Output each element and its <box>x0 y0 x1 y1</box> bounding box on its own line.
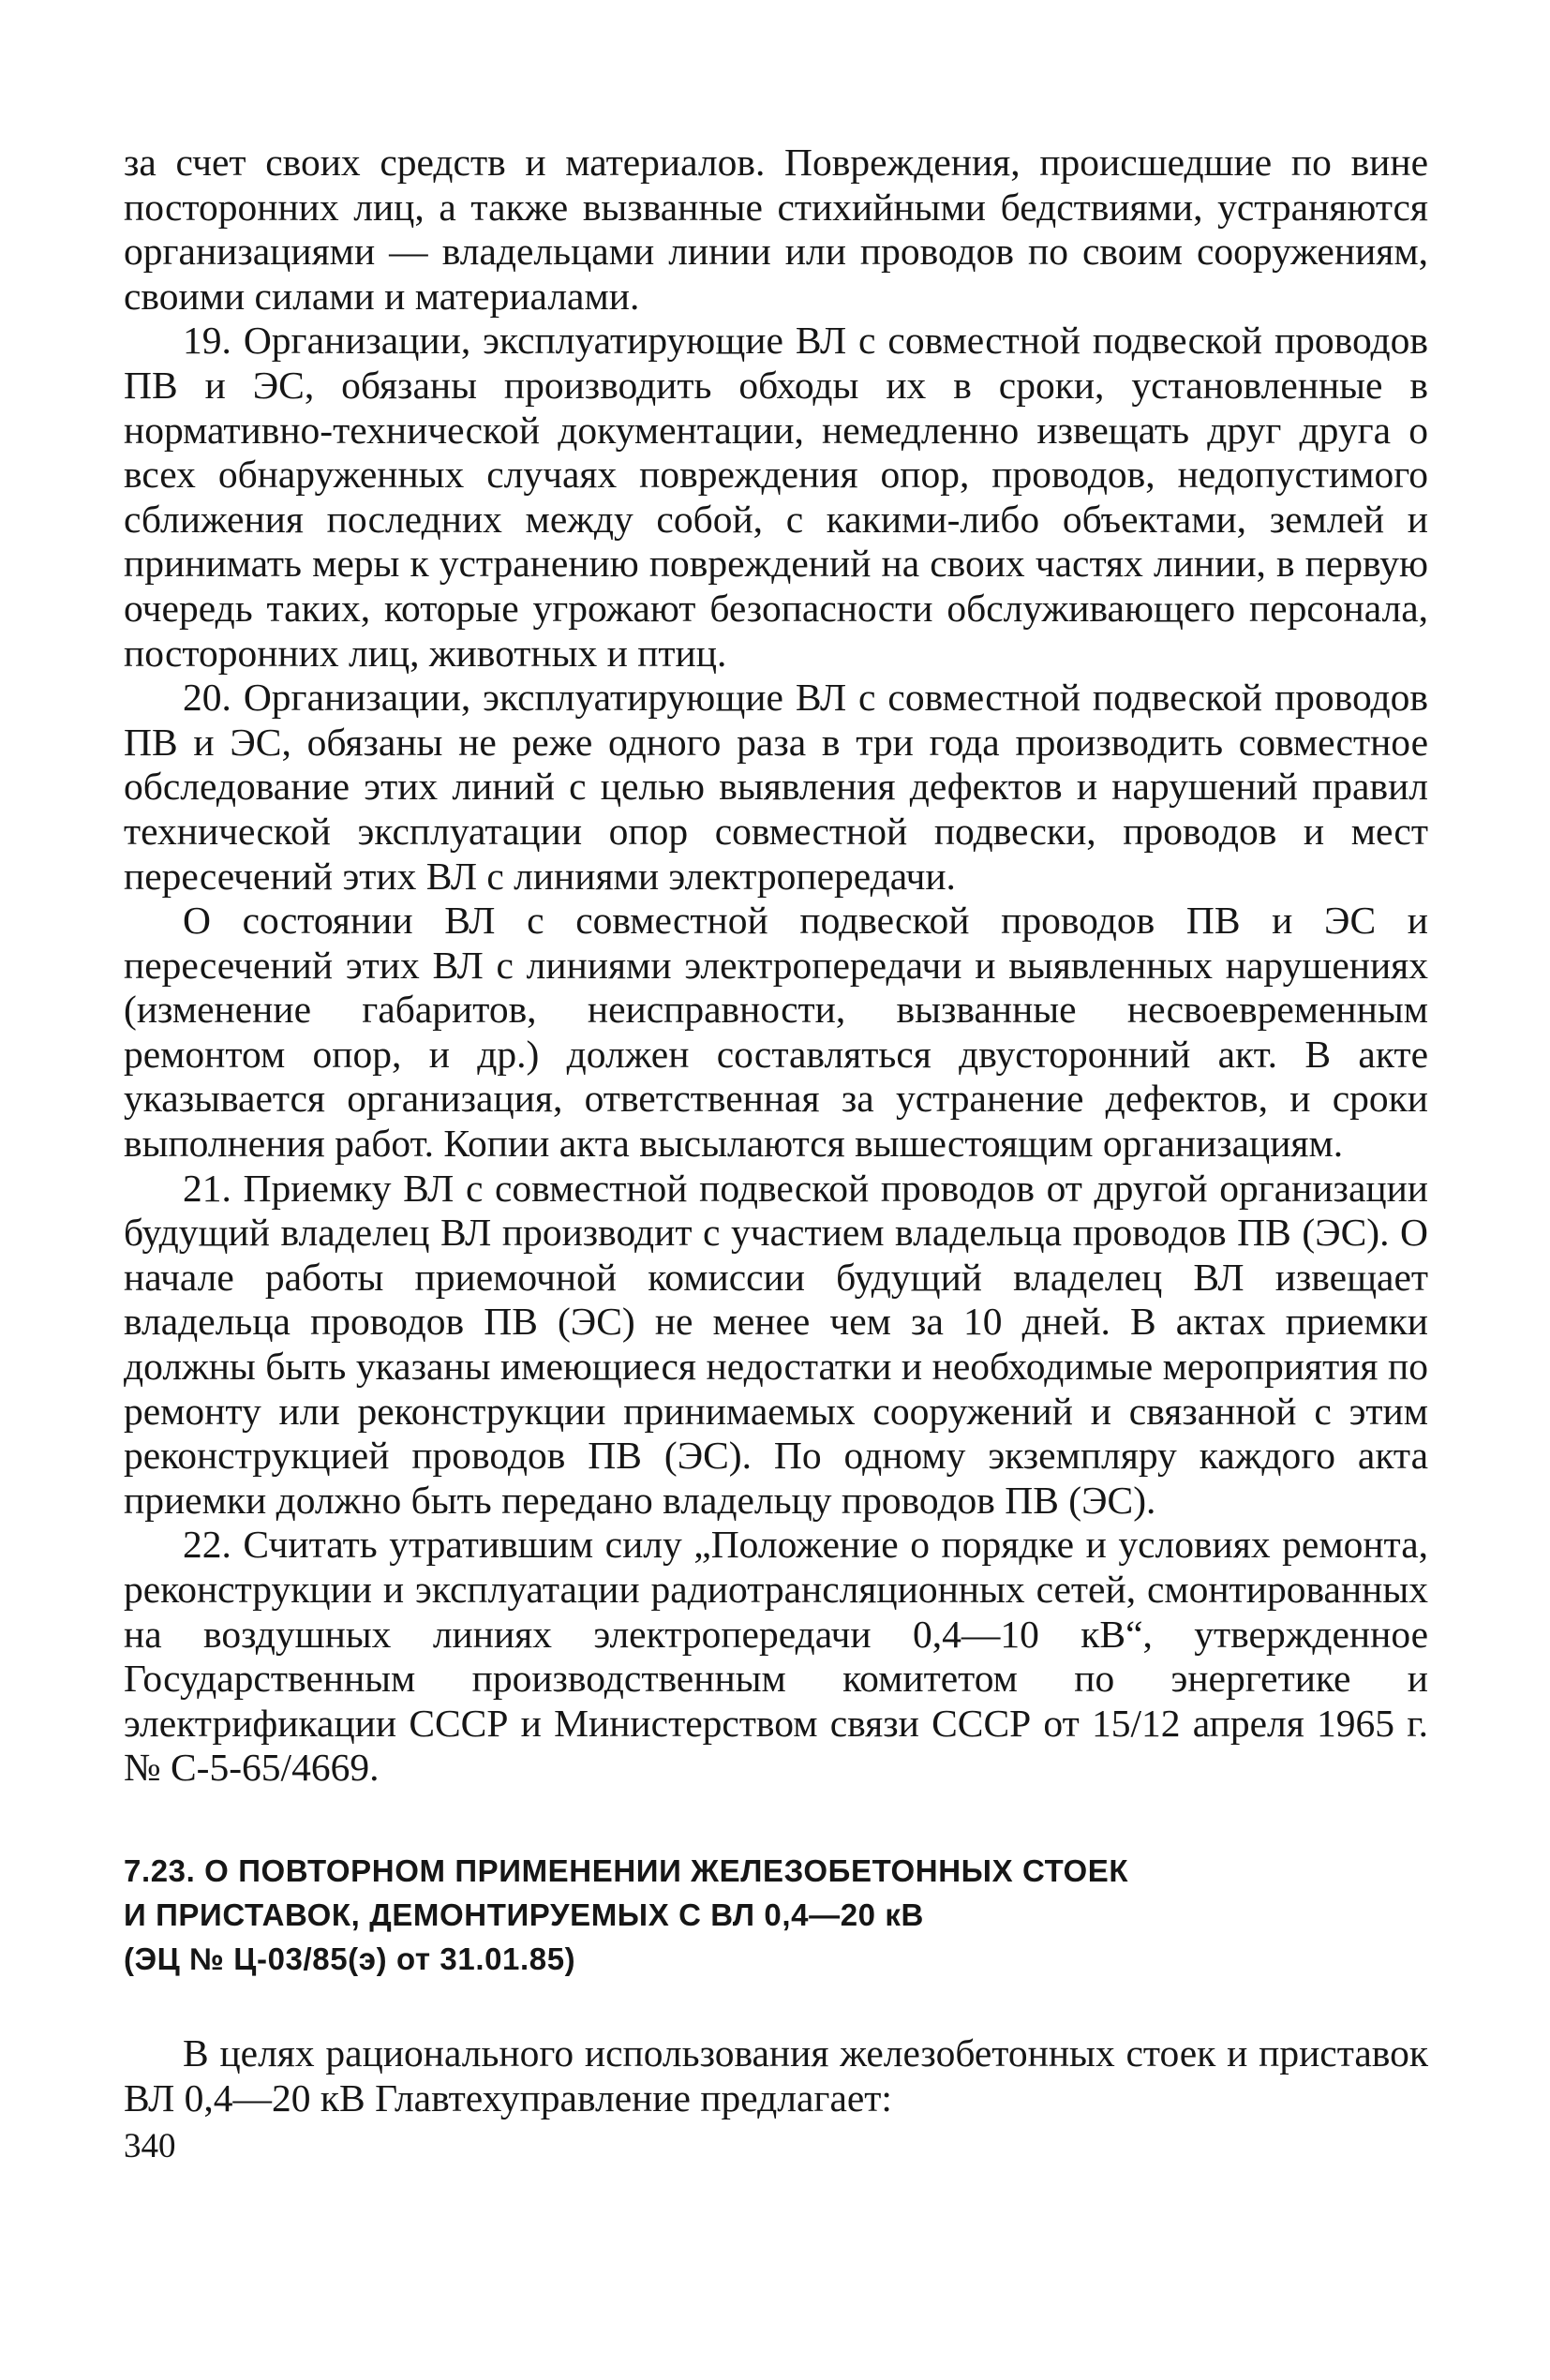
paragraph-22: 22. Считать утратившим силу „Положение о порядке и условиях ремонта, реконструкции и эксплуатации радиотрансляционных сетей, смонтированных на воздушных линиях электропередачи 0,4—10 кВ“, утвержденное Государственным производственным комитетом по энергетике и электрификации СССР и Министерством связи СССР от 15/12 апреля 1965 г. № С-5-65/4669. <box>124 1523 1428 1790</box>
section-heading-line-1: 7.23. О ПОВТОРНОМ ПРИМЕНЕНИИ ЖЕЛЕЗОБЕТОННЫХ СТОЕК <box>124 1852 1129 1888</box>
section-heading-line-3: (ЭЦ № Ц-03/85(э) от 31.01.85) <box>124 1941 576 1976</box>
paragraph-20: 20. Организации, эксплуатирующие ВЛ с совместной подвеской проводов ПВ и ЭС, обязаны не реже одного раза в три года производить совместное обследование этих линий с целью выявления дефектов и нарушений правил технической эксплуатации опор совместной подвески, проводов и мест пересечений этих ВЛ с линиями электропередачи. <box>124 676 1428 898</box>
paragraph-21: 21. Приемку ВЛ с совместной подвеской проводов от другой организации будущий владелец ВЛ производит с участием владельца проводов ПВ (ЭС). О начале работы приемочной комиссии будущий владелец ВЛ извещает владельца проводов ПВ (ЭС) не менее чем за 10 дней. В актах приемки должны быть указаны имеющиеся недостатки и необходимые мероприятия по ремонту или реконструкции принимаемых сооружений и связанной с этим реконструкцией проводов ПВ (ЭС). По одному экземпляру каждого акта приемки должно быть передано владельцу проводов ПВ (ЭС). <box>124 1166 1428 1522</box>
section-heading-line-2: И ПРИСТАВОК, ДЕМОНТИРУЕМЫХ С ВЛ 0,4—20 кВ <box>124 1897 924 1932</box>
page-number: 340 <box>124 2127 176 2166</box>
document-page <box>124 141 1428 2167</box>
paragraph-intro: В целях рационального использования железобетонных стоек и приставок ВЛ 0,4—20 кВ Главтехуправление предлагает: <box>124 2030 1428 2120</box>
paragraph-continuation: за счет своих средств и материалов. Повреждения, происшедшие по вине посторонних лиц, а также вызванные стихийными бедствиями, устраняются организациями — владельцами линии или проводов по своим сооружениям, своими силами и материалами. <box>124 141 1428 318</box>
paragraph-19: 19. Организации, эксплуатирующие ВЛ с совместной подвеской проводов ПВ и ЭС, обязаны производить обходы их в сроки, установленные в нормативно-технической документации, немедленно извещать друг друга о всех обнаруженных случаях повреждения опор, проводов, недопустимого сближения последних между собой, с какими-либо объектами, землей и принимать меры к устранению повреждений на своих частях линии, в первую очередь таких, которые угрожают безопасности обслуживающего персонала, посторонних лиц, животных и птиц. <box>124 319 1428 675</box>
section-heading <box>124 1849 1428 1981</box>
paragraph-20-act: О состоянии ВЛ с совместной подвеской проводов ПВ и ЭС и пересечений этих ВЛ с линиями электропередачи и выявленных нарушениях (изменение габаритов, неисправности, вызванные несвоевременным ремонтом опор, и др.) должен составляться двусторонний акт. В акте указывается организация, ответственная за устранение дефектов, и сроки выполнения работ. Копии акта высылаются вышестоящим организациям. <box>124 899 1428 1166</box>
spacer <box>124 1981 1428 2031</box>
